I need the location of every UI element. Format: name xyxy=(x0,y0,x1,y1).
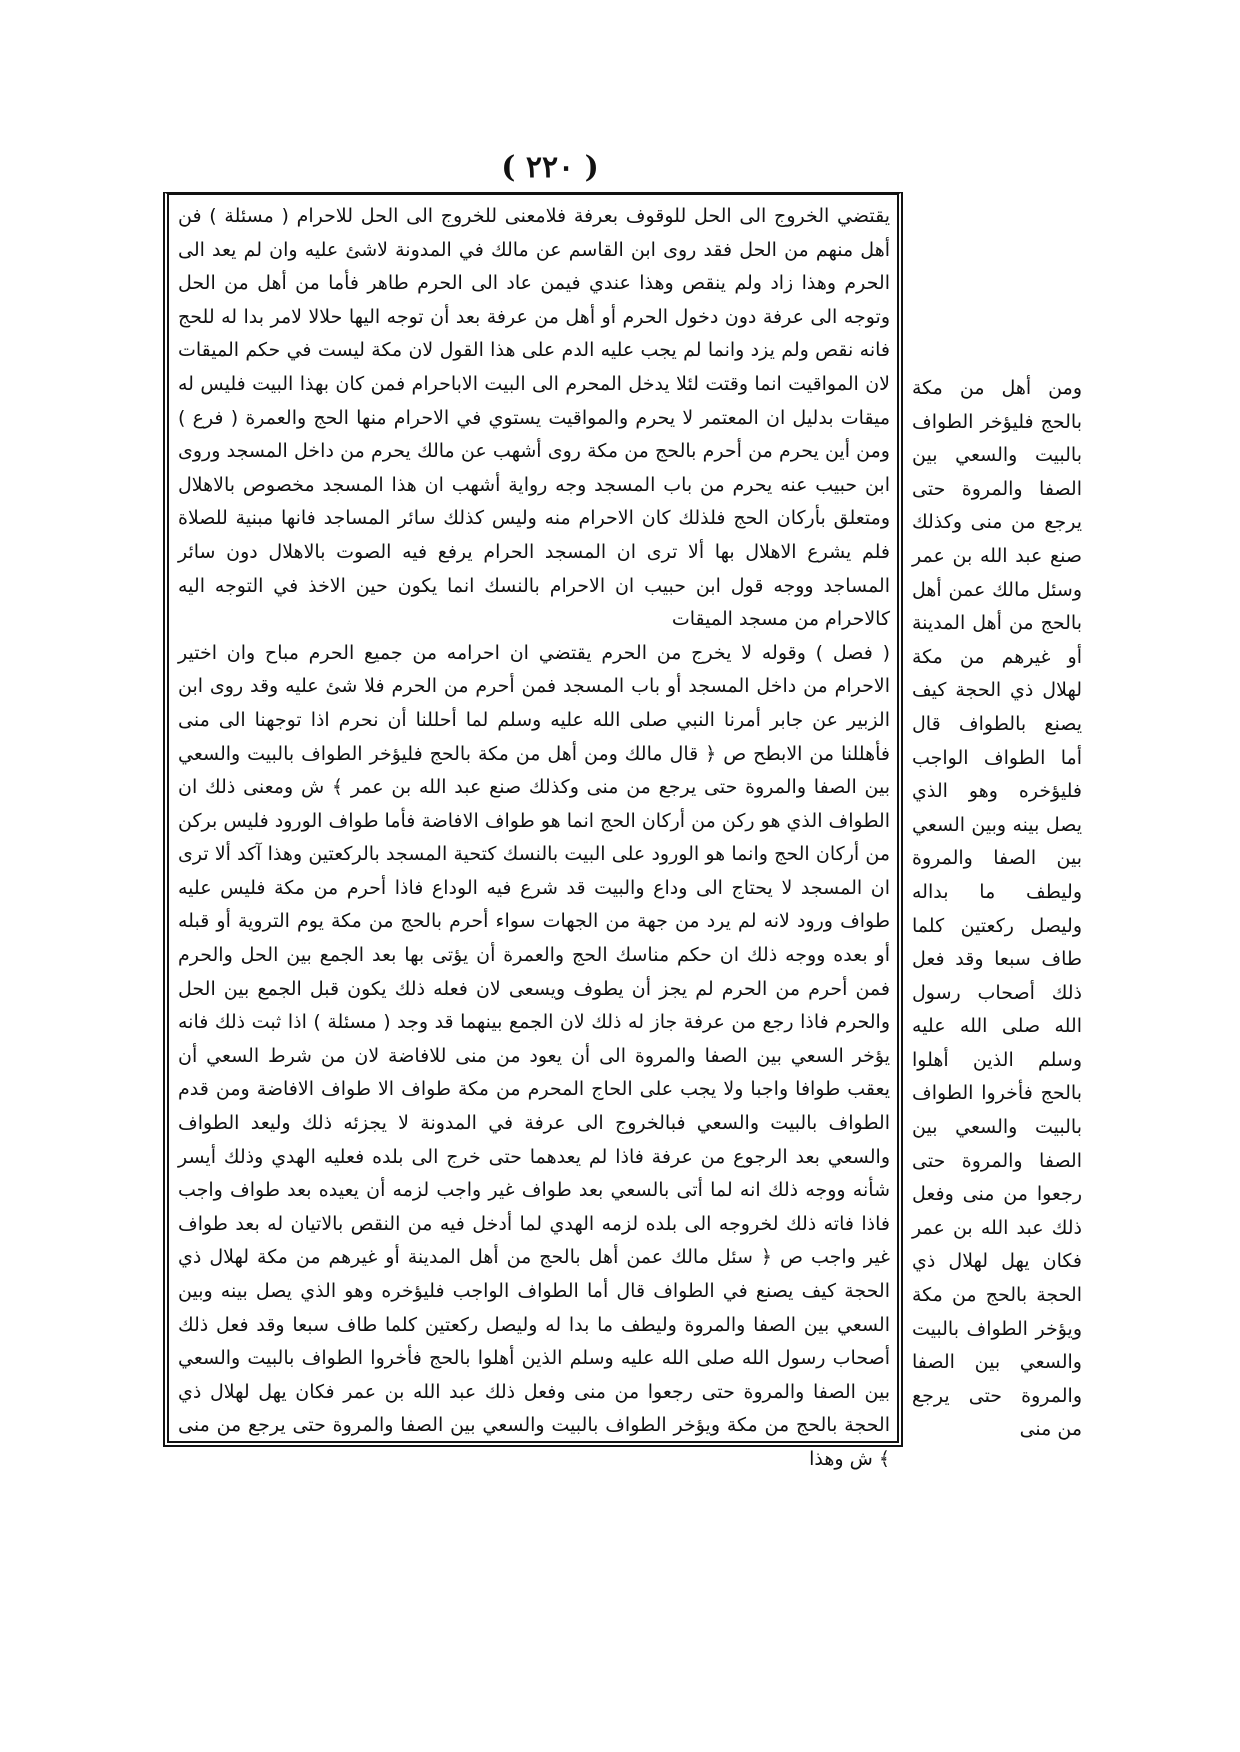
main-text-block xyxy=(178,200,890,1477)
main-paragraph-2: ( فصل ) وقوله لا يخرج من الحرم يقتضي ان احرامه من جميع الحرم مباح وان اختير الاحرام من داخل المسجد أو باب المسجد فمن أحرم من الحرم فلا شئ عليه وقد روى ابن الزبير عن جابر أمرنا النبي صلى الله عليه وسلم لما أحللنا أن نحرم اذا توجهنا الى منى فأهللنا من الابطح ص ﴿ قال مالك ومن أهل من مكة بالحج فليؤخر الطواف بالبيت والسعي بين الصفا والمروة حتى يرجع من منى وكذلك صنع عبد الله بن عمر ﴾ ش ومعنى ذلك ان الطواف الذي هو ركن من أركان الحج انما هو طواف الافاضة فأما طواف الورود فليس بركن من أركان الحج وانما هو الورود على البيت بالنسك كتحية المسجد بالركعتين وهذا آكد ألا ترى ان المسجد لا يحتاج الى وداع والبيت قد شرع فيه الوداع فاذا أحرم من مكة فليس عليه طواف ورود لانه لم يرد من جهة من الجهات سواء أحرم بالحج من مكة يوم التروية أو قبله أو بعده ووجه ذلك ان حكم مناسك الحج والعمرة أن يؤتى بها بعد الجمع بين الحل والحرم فمن أحرم من الحرم لم يجز أن يطوف ويسعى لان فعله ذلك يكون قبل الجمع بين الحل والحرم فاذا رجع من عرفة جاز له ذلك لان الجمع بينهما قد وجد ( مسئلة ) اذا ثبت ذلك فانه يؤخر السعي بين الصفا والمروة الى أن يعود من منى للافاضة لان من شرط السعي أن يعقب طوافا واجبا ولا يجب على الحاج المحرم من مكة طواف الا طواف الافاضة ومن قدم الطواف بالبيت والسعي فبالخروج الى عرفة في المدونة لا يجزئه ذلك وليعد الطواف والسعي بعد الرجوع من عرفة فاذا لم يعدهما حتى خرج الى بلده فعليه الهدي وذلك أيسر شأنه ووجه ذلك انه لما أتى بالسعي بعد طواف غير واجب لزمه أن يعيده بعد طواف واجب فاذا فاته ذلك لخروجه الى بلده لزمه الهدي لما أدخل فيه من النقص بالاتيان له بعد طواف غير واجب ص ﴿ سئل مالك عمن أهل بالحج من أهل المدينة أو غيرهم من مكة لهلال ذي الحجة كيف يصنع في الطواف قال أما الطواف الواجب فليؤخره وهو الذي يصل بينه وبين السعي بين الصفا والمروة وليطف ما بدا له وليصل ركعتين كلما طاف سبعا وقد فعل ذلك أصحاب رسول الله صلى الله عليه وسلم الذين أهلوا بالحج فأخروا الطواف بالبيت والسعي بين الصفا والمروة حتى رجعوا من منى وفعل ذلك عبد الله بن عمر فكان يهل لهلال ذي الحجة بالحج من مكة ويؤخر الطواف بالبيت والسعي بين الصفا والمروة حتى يرجع من منى ﴾ ش وهذا xyxy=(178,641,890,1470)
main-paragraph-1: يقتضي الخروج الى الحل للوقوف بعرفة فلامعنى للخروج الى الحل للاحرام ( مسئلة ) فن أهل منهم من الحل فقد روى ابن القاسم عن مالك في المدونة لاشئ عليه وان لم يعد الى الحرم وهذا زاد ولم ينقص وهذا عندي فيمن عاد الى الحرم طاهر فأما من أهل من الحل وتوجه الى عرفة دون دخول الحرم أو أهل من عرفة بعد أن توجه اليها حلالا لامر بدا له للحج فانه نقص ولم يزد وانما لم يجب عليه الدم على هذا القول لان مكة ليست في حكم الميقات لان المواقيت انما وقتت لئلا يدخل المحرم الى البيت الاباحرام فمن كان بهذا البيت فليس له ميقات بدليل ان المعتمر لا يحرم والمواقيت يستوي في الاحرام منها الحج والعمرة ( فرع ) ومن أين يحرم من أحرم بالحج من مكة روى أشهب عن مالك يحرم من داخل المسجد وروى ابن حبيب عنه يحرم من باب المسجد وجه رواية أشهب ان هذا المسجد مخصوص بالاهلال ومتعلق بأركان الحج فلذلك كان الاحرام منه وليس كذلك سائر المساجد فانها مبنية للصلاة فلم يشرع الاهلال بها ألا ترى ان المسجد الحرام يرفع فيه الصوت بالاهلال دون سائر المساجد ووجه قول ابن حبيب ان الاحرام بالنسك انما يكون حين الاخذ في التوجه اليه كالاحرام من مسجد الميقات xyxy=(178,205,890,631)
margin-note: ومن أهل من مكة بالحج فليؤخر الطواف بالبيت والسعي بين الصفا والمروة حتى يرجع من منى وكذلك صنع عبد الله بن عمر وسئل مالك عمن أهل بالحج من أهل المدينة أو غيرهم من مكة لهلال ذي الحجة كيف يصنع بالطواف قال أما الطواف الواجب فليؤخره وهو الذي يصل بينه وبين السعي بين الصفا والمروة وليطف ما بداله وليصل ركعتين كلما طاف سبعا وقد فعل ذلك أصحاب رسول الله صلى الله عليه وسلم الذين أهلوا بالحج فأخروا الطواف بالبيت والسعي بين الصفا والمروة حتى رجعوا من منى وفعل ذلك عبد الله بن عمر فكان يهل لهلال ذي الحجة بالحج من مكة ويؤخر الطواف بالبيت والسعي بين الصفا والمروة حتى يرجع من منى xyxy=(912,377,1082,1441)
page-number: ( ٢٢٠ ) xyxy=(501,150,599,185)
